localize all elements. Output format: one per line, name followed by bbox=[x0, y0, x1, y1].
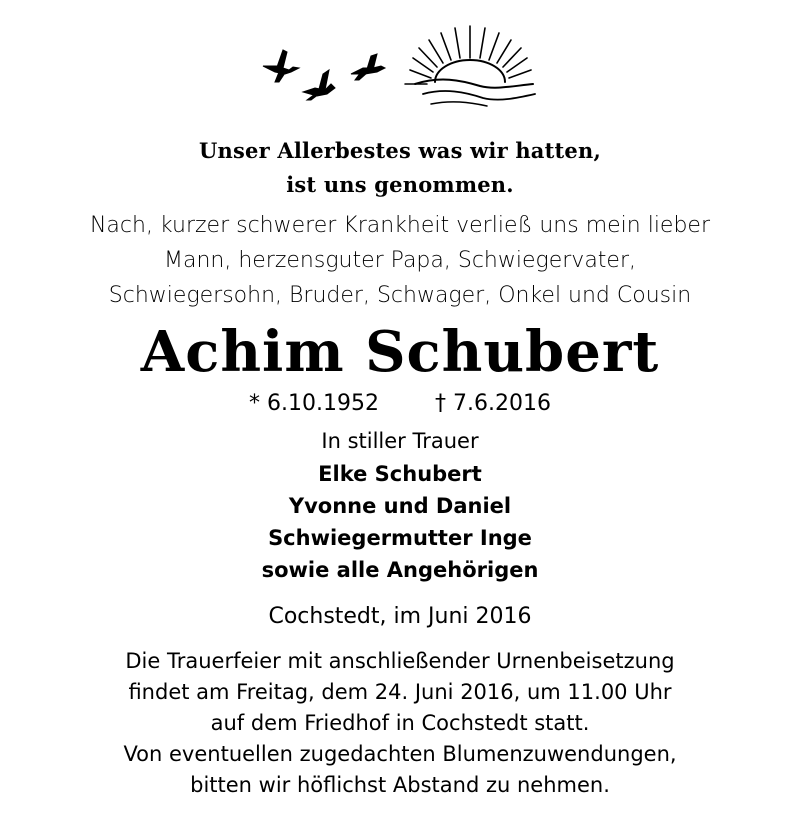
deceased-name: Achim Schubert bbox=[140, 319, 660, 385]
intro-text bbox=[0, 208, 800, 313]
funeral-info-line-3: auf dem Friedhof in Cochstedt statt. bbox=[210, 711, 590, 735]
quote-line-1: Unser Allerbestes was wir hatten, bbox=[199, 138, 601, 163]
mourner-3: Schwiegermutter Inge bbox=[268, 526, 532, 550]
bird-2-icon bbox=[303, 70, 335, 100]
birth-date: * 6.10.1952 bbox=[249, 391, 379, 416]
funeral-info-line-1: Die Trauerfeier mit anschließender Urnenbeisetzung bbox=[125, 649, 675, 673]
intro-line-1: Nach, kurzer schwerer Krankheit verließ uns mein lieber bbox=[89, 213, 711, 238]
flying-birds-icon bbox=[263, 50, 385, 100]
mourners-list bbox=[0, 458, 800, 586]
funeral-info-line-4: Von eventuellen zugedachten Blumenzuwendungen, bbox=[123, 742, 677, 766]
sunset-over-hills-icon bbox=[405, 26, 535, 106]
bird-3-icon bbox=[351, 54, 385, 80]
intro-line-2: Mann, herzensguter Papa, Schwiegervater, bbox=[163, 248, 636, 273]
quote-line-2: ist uns genommen. bbox=[286, 172, 514, 197]
death-date: † 7.6.2016 bbox=[435, 391, 551, 416]
mourners-heading: In stiller Trauer bbox=[321, 429, 479, 453]
mourner-1: Elke Schubert bbox=[318, 462, 482, 486]
bird-1-icon bbox=[263, 50, 299, 82]
intro-line-3: Schwiegersohn, Bruder, Schwager, Onkel und Cousin bbox=[108, 283, 692, 308]
mourner-4: sowie alle Angehörigen bbox=[261, 558, 539, 582]
funeral-info-line-2: findet am Freitag, dem 24. Juni 2016, um 11.00 Uhr bbox=[128, 680, 672, 704]
emblem bbox=[255, 18, 545, 108]
mourner-2: Yvonne und Daniel bbox=[288, 494, 512, 518]
quote bbox=[0, 134, 800, 202]
place-date: Cochstedt, im Juni 2016 bbox=[268, 604, 532, 629]
funeral-info-line-5: bitten wir höflichst Abstand zu nehmen. bbox=[190, 773, 610, 797]
life-dates bbox=[0, 389, 800, 419]
funeral-info bbox=[0, 646, 800, 801]
